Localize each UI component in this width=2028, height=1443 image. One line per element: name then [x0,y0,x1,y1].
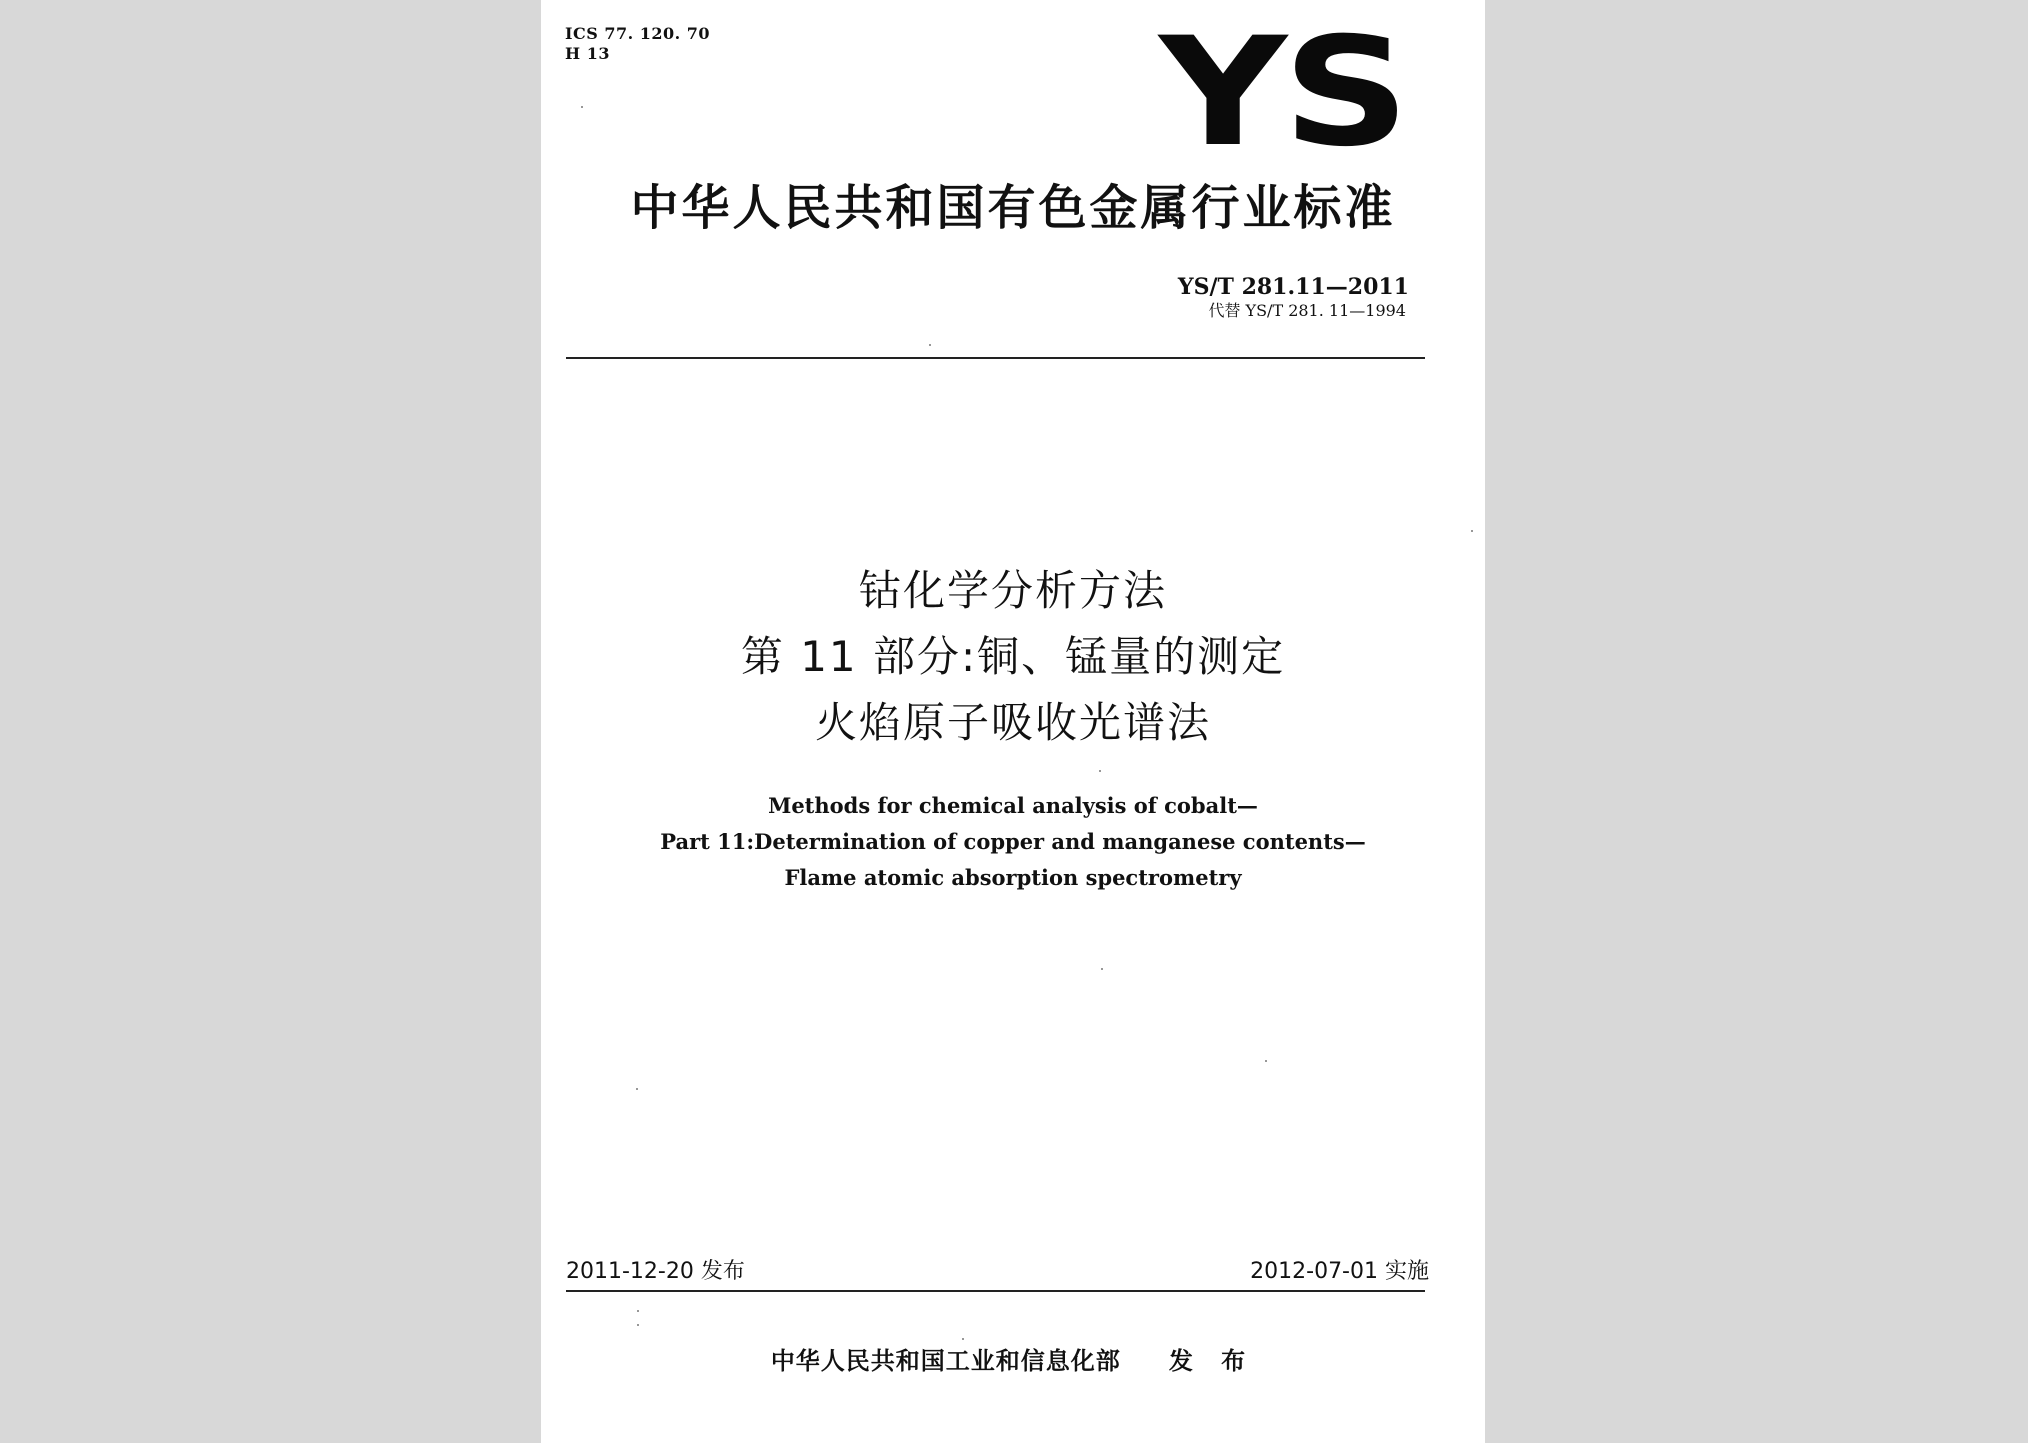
standard-number [1178,274,1409,301]
title-en-line2: Part 11:Determination of copper and manganese contents— [660,829,1366,854]
scan-speck [962,1338,964,1340]
publisher-name: 中华人民共和国工业和信息化部 [770,1347,1121,1375]
ccs-code: H 13 [565,44,610,63]
document-page [541,0,1485,1443]
scan-speck [1265,1060,1267,1062]
scan-speck [637,1324,639,1326]
title-cn-line3: 火焰原子吸收光谱法 [814,698,1211,747]
title-en-line1: Methods for chemical analysis of cobalt— [768,793,1258,818]
issue-date: 2011-12-20 发布 [566,1259,745,1284]
scan-speck [1101,968,1103,970]
scan-speck [929,344,931,346]
scan-speck [636,1088,638,1090]
publisher-line [541,1346,1485,1376]
scan-speck [581,106,583,108]
ics-code: ICS 77. 120. 70 [565,24,711,43]
scan-speck [1471,530,1473,532]
scan-speck [637,1310,639,1312]
publisher-verb: 发 布 [1168,1347,1256,1375]
effective-date: 2012-07-01 实施 [1250,1259,1429,1284]
title-cn-line2: 第 11 部分:铜、锰量的测定 [740,632,1286,681]
footer-divider [566,1290,1425,1292]
ys-logo: YS [1159,6,1406,180]
replaces-standard: 代替 YS/T 281. 11—1994 [1208,301,1406,320]
scan-speck [1099,770,1101,772]
classification-block [565,24,710,64]
title-en-line3: Flame atomic absorption spectrometry [784,865,1242,890]
title-cn-line1: 钴化学分析方法 [858,566,1167,615]
standard-code: YS/T 281.11—2011 [1177,274,1409,300]
header-divider [566,357,1425,359]
organization-title: 中华人民共和国有色金属行业标准 [630,180,1396,236]
